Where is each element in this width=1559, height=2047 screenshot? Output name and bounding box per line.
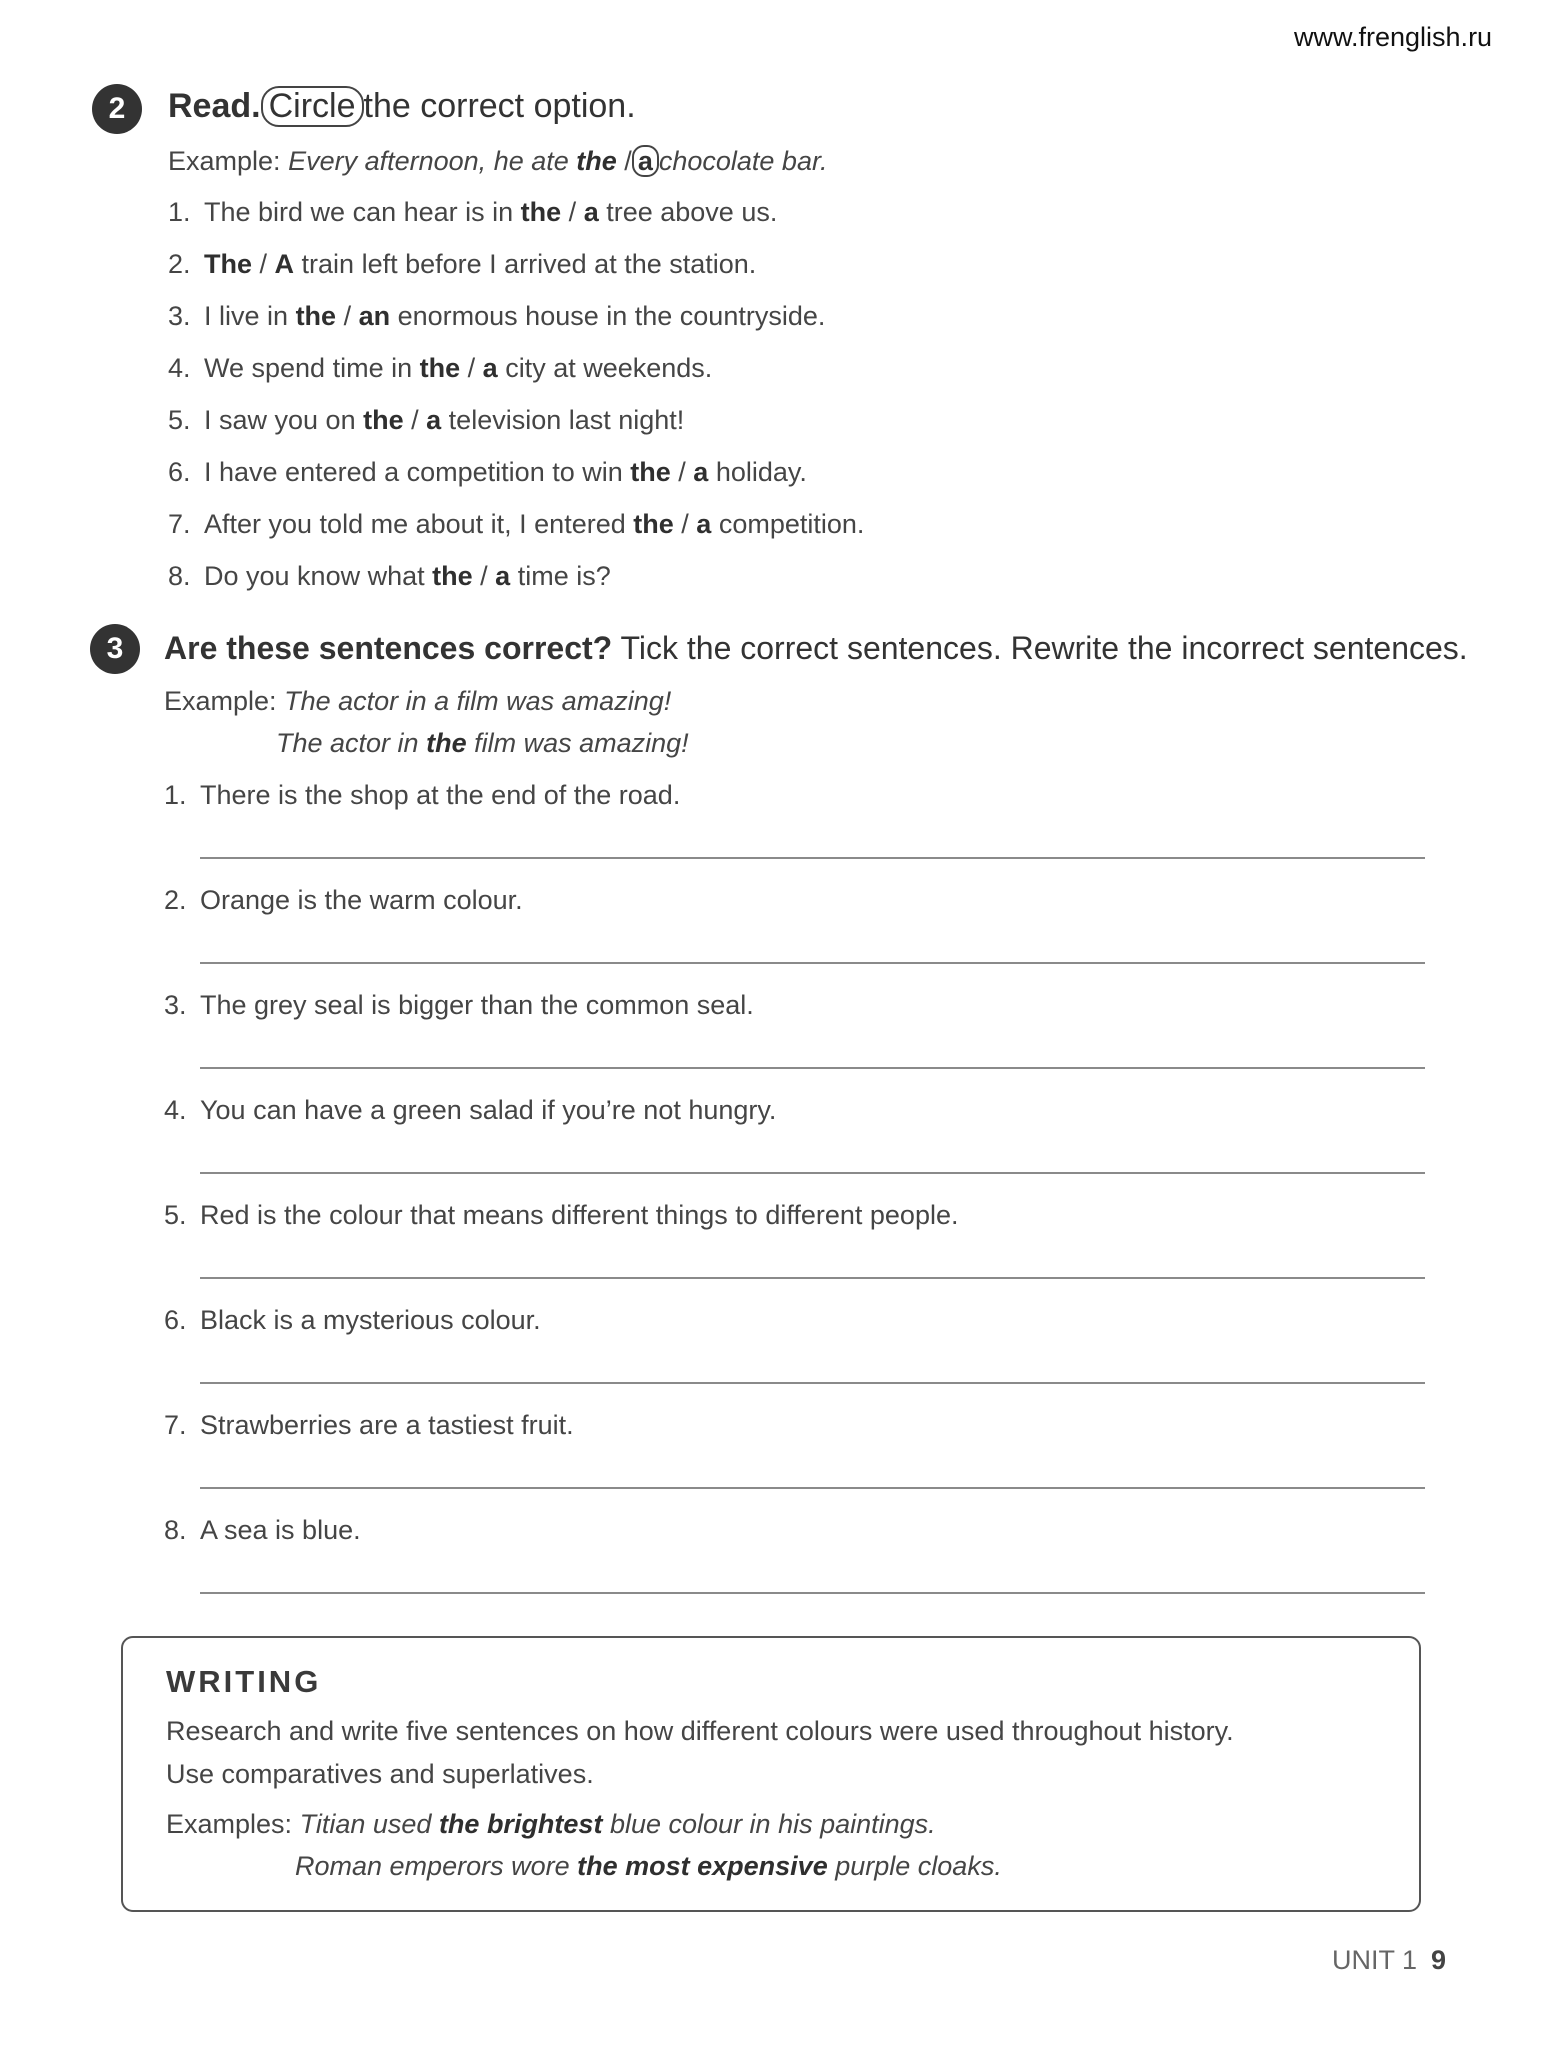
item-pre: After you told me about it, I entered [204, 509, 626, 539]
option-2: a [696, 509, 712, 539]
item-number: 3. [164, 990, 187, 1020]
exercise-3-list [164, 780, 958, 1620]
item-number: 2. [164, 885, 187, 915]
item-number: 8. [168, 561, 191, 591]
list-item: 5. I saw you on the / a television last night! [168, 405, 685, 435]
item-pre: The bird we can hear is in [204, 197, 514, 227]
item-number: 6. [164, 1305, 187, 1335]
option-1: the [520, 197, 562, 227]
item-text: You can have a green salad if you’re not hungry. [200, 1095, 777, 1125]
option-2: a [426, 405, 442, 435]
option-2: A [274, 249, 295, 279]
exercise-2-title-circled: Circle [261, 86, 364, 127]
writing-example-1 [166, 1809, 936, 1840]
list-item [164, 780, 958, 885]
item-text: Red is the colour that means different things to different people. [200, 1200, 959, 1230]
option-2: a [583, 197, 599, 227]
item-text: The grey seal is bigger than the common seal. [200, 990, 754, 1020]
item-number: 7. [164, 1410, 187, 1440]
list-item [164, 1200, 958, 1305]
item-post: holiday. [715, 457, 807, 487]
list-item [164, 1410, 958, 1515]
item-number: 7. [168, 509, 191, 539]
item-number: 4. [168, 353, 191, 383]
writing-box [121, 1636, 1421, 1912]
list-item [164, 1515, 958, 1620]
item-post: time is? [517, 561, 611, 591]
answer-line[interactable] [200, 1592, 1425, 1594]
list-item [164, 885, 958, 990]
answer-line[interactable] [200, 962, 1425, 964]
list-item: 2. The / A train left before I arrived at the station. [168, 249, 757, 279]
item-number: 5. [164, 1200, 187, 1230]
item-number: 6. [168, 457, 191, 487]
item-number: 1. [164, 780, 187, 810]
option-1: The [204, 249, 253, 279]
answer-line[interactable] [200, 1067, 1425, 1069]
example-slash: / [624, 146, 632, 176]
list-item [164, 990, 958, 1095]
example-1-bold: the brightest [438, 1809, 603, 1839]
item-pre: We spend time in [204, 353, 413, 383]
exercise-3-title [164, 630, 1468, 667]
item-number: 1. [168, 197, 191, 227]
example-sentence: The actor in a film was amazing! [284, 686, 672, 716]
writing-title: WRITING [166, 1664, 322, 1699]
exercise-3-number-badge: 3 [90, 624, 140, 674]
option-2: a [495, 561, 511, 591]
list-item [164, 1305, 958, 1410]
item-pre: I live in [204, 301, 289, 331]
exercise-3-title-rest: Tick the correct sentences. Rewrite the incorrect sentences. [620, 630, 1468, 666]
example-2-b: purple cloaks. [835, 1851, 1002, 1881]
item-text: There is the shop at the end of the road. [200, 780, 681, 810]
option-1: the [432, 561, 473, 591]
item-pre: Do you know what [204, 561, 425, 591]
list-item: 6. I have entered a competition to win the / a holiday. [168, 457, 807, 487]
option-1: the [295, 301, 337, 331]
example-text-b: chocolate bar. [658, 146, 828, 176]
examples-label: Examples: [166, 1809, 293, 1839]
list-item: 3. I live in the / an enormous house in the countryside. [168, 301, 826, 331]
exercise-2-number-badge: 2 [92, 84, 142, 134]
exercise-2-list [168, 197, 864, 613]
list-item: 7. After you told me about it, I entered the / a competition. [168, 509, 865, 539]
list-item: 8. Do you know what the / a time is? [168, 561, 611, 591]
exercise-3-title-bold: Are these sentences correct? [164, 630, 613, 666]
example-text-a: Every afternoon, he ate [288, 146, 569, 176]
list-item: 4. We spend time in the / a city at weekends. [168, 353, 713, 383]
item-number: 8. [164, 1515, 187, 1545]
exercise-2-title-rest: the correct option. [363, 87, 636, 125]
unit-label: UNIT 1 [1332, 1945, 1418, 1975]
example-label: Example: [164, 686, 277, 716]
item-post: competition. [718, 509, 865, 539]
item-post: tree above us. [606, 197, 778, 227]
option-1: the [363, 405, 404, 435]
example-2-a: Roman emperors wore [295, 1851, 570, 1881]
exercise-2-title [168, 86, 636, 127]
example-correction-b: film was amazing! [474, 728, 689, 758]
item-number: 3. [168, 301, 191, 331]
example-1-b: blue colour in his paintings. [609, 1809, 936, 1839]
exercise-3-example-line-2 [276, 728, 689, 759]
page-number: 9 [1431, 1945, 1447, 1975]
item-text: Strawberries are a tastiest fruit. [200, 1410, 574, 1440]
writing-instruction-2: Use comparatives and superlatives. [166, 1759, 594, 1789]
item-number: 5. [168, 405, 191, 435]
item-post: train left before I arrived at the station. [301, 249, 757, 279]
example-1-a: Titian used [299, 1809, 432, 1839]
example-2-bold: the most expensive [577, 1851, 828, 1881]
exercise-3-example-line-1 [164, 686, 671, 717]
answer-line[interactable] [200, 1487, 1425, 1489]
option-2: an [358, 301, 391, 331]
item-pre: I have entered a competition to win [204, 457, 623, 487]
site-url: www.frenglish.ru [1294, 22, 1493, 52]
list-item: 1. The bird we can hear is in the / a tree above us. [168, 197, 778, 227]
answer-line[interactable] [200, 1277, 1425, 1279]
item-post: enormous house in the countryside. [397, 301, 826, 331]
exercise-2-title-bold: Read. [168, 87, 261, 125]
item-text: Orange is the warm colour. [200, 885, 523, 915]
example-correction-bold: the [426, 728, 467, 758]
example-correction-a: The actor in [276, 728, 419, 758]
item-post: city at weekends. [505, 353, 713, 383]
example-circled-answer: a [632, 145, 659, 177]
item-text: Black is a mysterious colour. [200, 1305, 541, 1335]
writing-example-2 [295, 1851, 1002, 1882]
option-1: the [633, 509, 674, 539]
answer-line[interactable] [200, 857, 1425, 859]
option-1: the [630, 457, 671, 487]
answer-line[interactable] [200, 1172, 1425, 1174]
example-option-the: the [576, 146, 617, 176]
item-post: television last night! [448, 405, 685, 435]
option-2: a [482, 353, 498, 383]
item-text: A sea is blue. [200, 1515, 361, 1545]
exercise-2-example [168, 145, 827, 177]
item-number: 4. [164, 1095, 187, 1125]
example-label: Example: [168, 146, 281, 176]
list-item [164, 1095, 958, 1200]
page-footer [1332, 1945, 1446, 1976]
answer-line[interactable] [200, 1382, 1425, 1384]
writing-instruction-1: Research and write five sentences on how different colours were used throughout history. [166, 1716, 1234, 1746]
item-number: 2. [168, 249, 191, 279]
item-pre: I saw you on [204, 405, 356, 435]
option-1: the [419, 353, 461, 383]
option-2: a [693, 457, 709, 487]
